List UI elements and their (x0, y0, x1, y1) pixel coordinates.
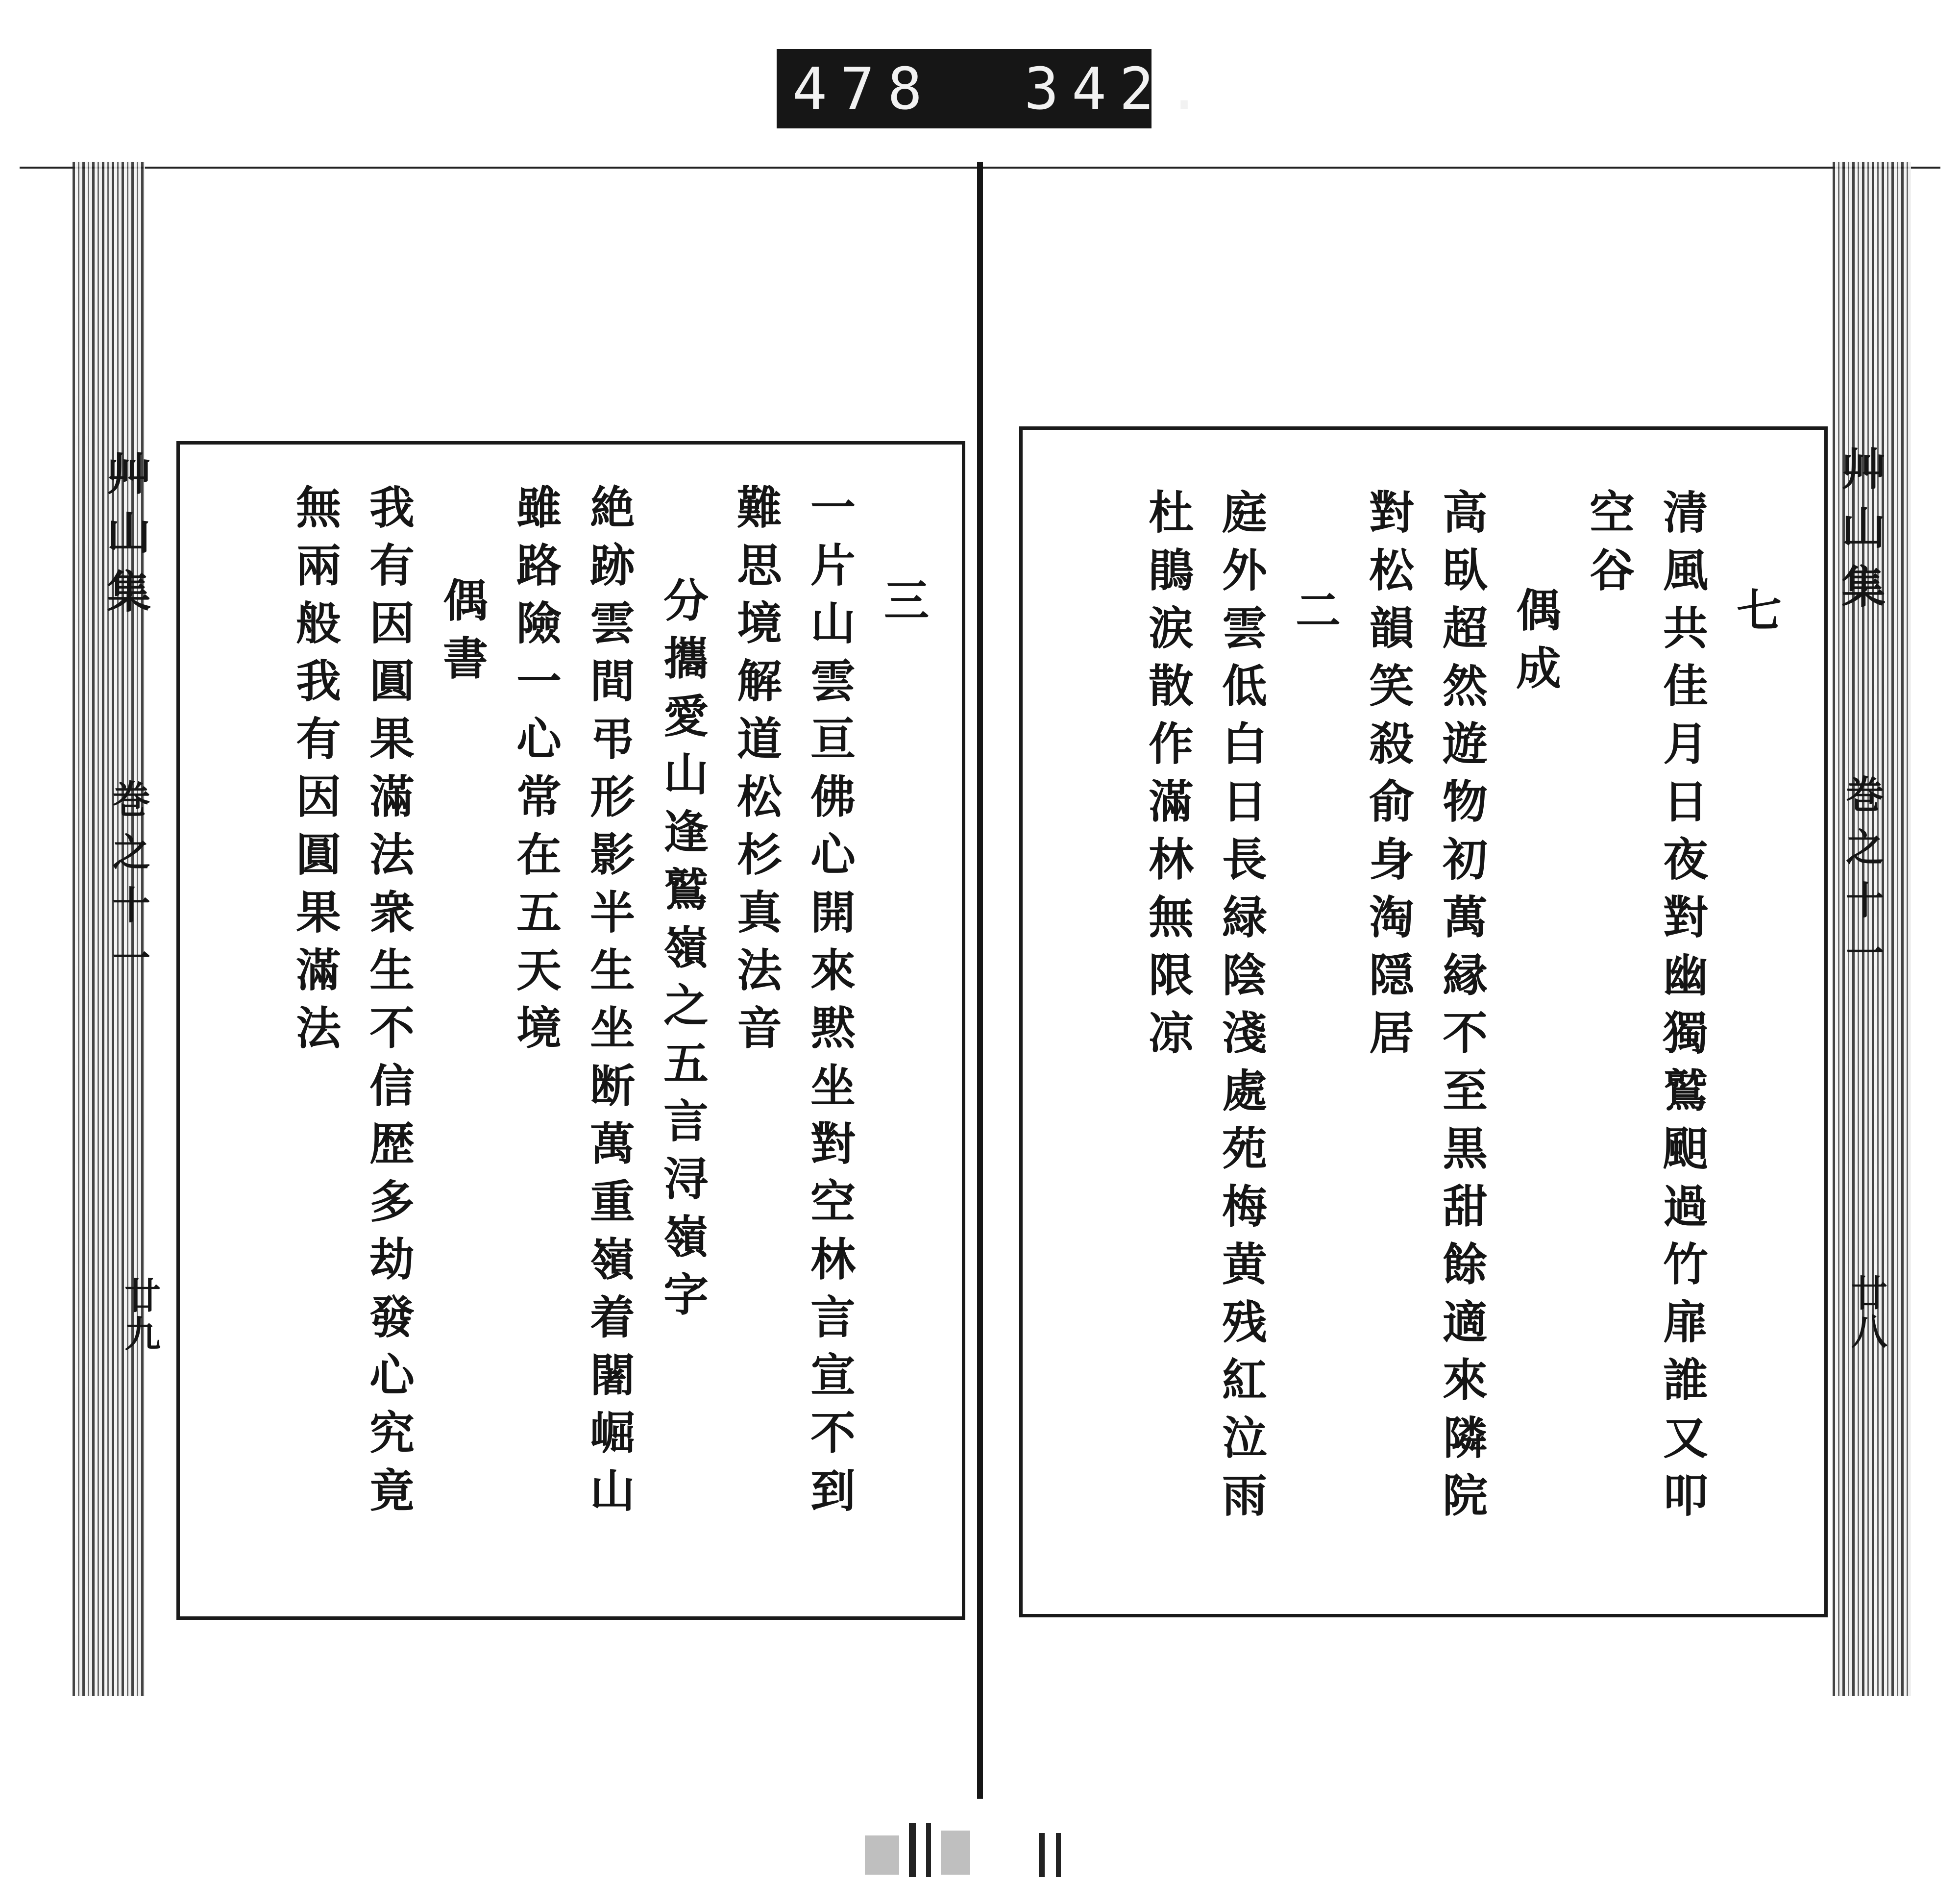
left-col-6: 雖路險一心常在五天境 (509, 484, 562, 1062)
left-col-1: 三 (877, 577, 930, 635)
left-col-2: 一片山雲亘佛心開來黙坐對空林言宣不到 (803, 484, 856, 1525)
left-folio: 廿九 (119, 1277, 161, 1353)
scan-mark (1056, 1833, 1061, 1877)
right-col-4: 偶成 (1509, 587, 1562, 702)
scan-mark (926, 1823, 931, 1877)
right-folio: 廿八 (1845, 1274, 1887, 1351)
right-margin-title: 艸山集 (1834, 446, 1886, 622)
right-text-frame (1019, 426, 1828, 1617)
right-margin-volume: 巻之十一 (1839, 774, 1884, 986)
right-col-8: 庭外雲低白日長緑陰淺處苑梅黄残紅泣雨 (1215, 489, 1268, 1530)
book-spine (977, 162, 983, 1799)
left-col-5: 絶跡雲間弔形影半生坐断萬重嶺着闍崛山 (583, 484, 636, 1525)
left-col-3: 難思境解道松杉真法音 (730, 484, 783, 1062)
scan-mark (941, 1831, 970, 1875)
right-col-7: 二 (1288, 587, 1341, 644)
right-col-1: 七 (1729, 587, 1782, 644)
left-margin-volume: 巻之十一 (106, 779, 150, 991)
right-col-2: 清風共佳月日夜對幽獨鷲䫻過竹扉誰又叩 (1656, 489, 1709, 1530)
left-text-frame (176, 441, 965, 1620)
right-col-6: 對松韻笑殺俞身淘隠居 (1362, 489, 1415, 1067)
left-page (83, 441, 975, 1696)
left-col-8: 我有因圓果滿法衆生不信歴多劫發心究竟 (362, 484, 415, 1525)
left-margin-title: 艸山集 (99, 451, 151, 627)
right-col-9: 杜鵑涙散作滿林無限凉 (1141, 489, 1194, 1067)
scan-mark (1039, 1833, 1045, 1877)
archive-number-label (777, 49, 1215, 128)
left-col-7: 偶書 (436, 577, 489, 693)
right-col-5: 高臥超然遊物初萬縁不至黒甜餘適來隣院 (1435, 489, 1488, 1530)
scan-mark (909, 1823, 916, 1877)
left-col-4: 分攜愛山逢鷲嶺之五言浔嶺字 (656, 577, 709, 1329)
archive-number-b: 342. (1024, 55, 1215, 123)
right-col-3: 空谷 (1582, 489, 1635, 604)
scan-mark (865, 1835, 899, 1875)
archive-number-a: 478 (792, 55, 935, 123)
left-col-9: 無兩般我有因圓果滿法 (289, 484, 342, 1062)
right-page (1009, 426, 1911, 1691)
